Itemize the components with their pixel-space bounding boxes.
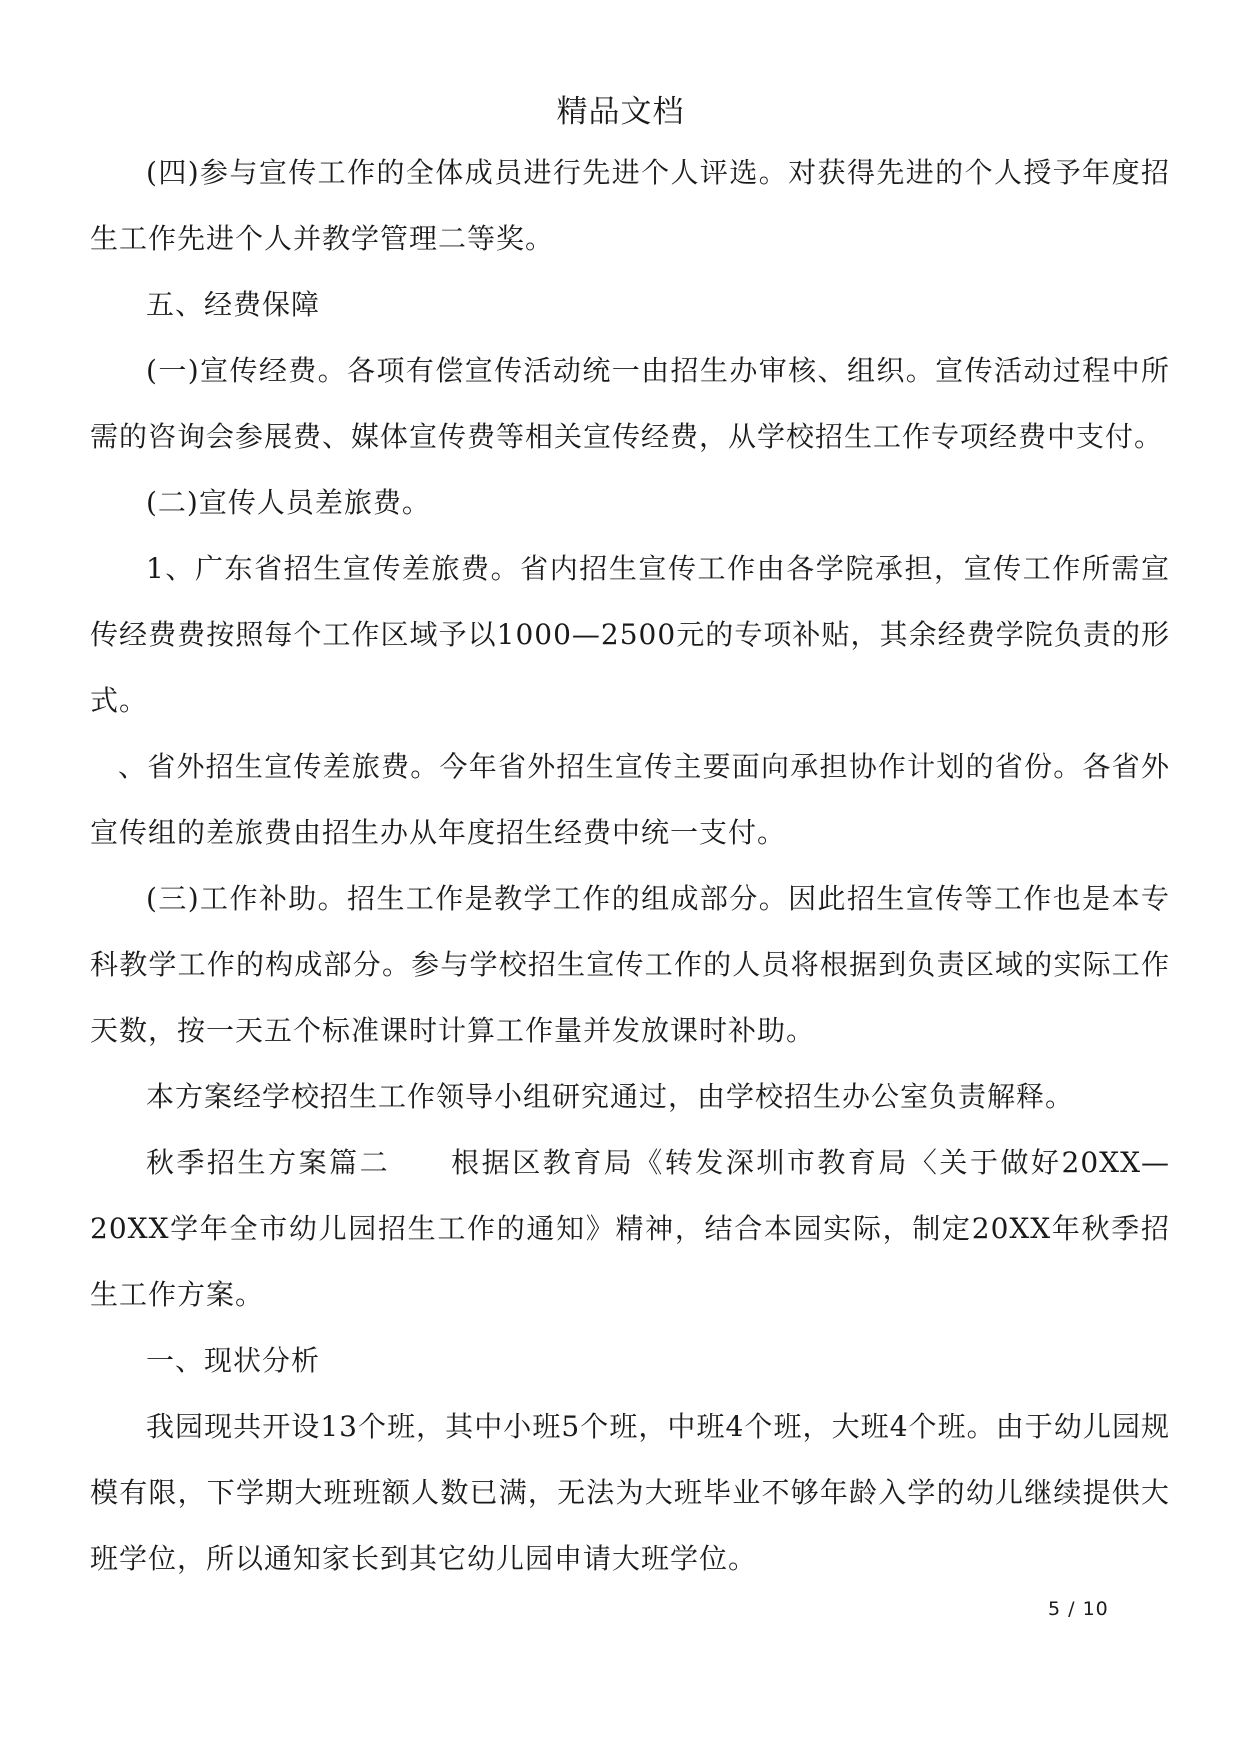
heading-status-analysis: 一、现状分析 (146, 1344, 321, 1377)
page-title: 精品文档 (556, 94, 685, 130)
paragraph-out-of-province-travel: 、省外招生宣传差旅费。今年省外招生宣传主要面向承担协作计划的省份。各省外宣传组的差旅费由招生办从年度招生经费中统一支付。 (90, 750, 1170, 849)
paragraph-class-status: 我园现共开设13个班，其中小班5个班，中班4个班，大班4个班。由于幼儿园规模有限，下学期大班班额人数已满，无法为大班毕业不够年龄入学的幼儿继续提供大班学位，所以通知家长到其它幼儿园申请大班学位。 (90, 1410, 1170, 1575)
paragraph-autumn-plan-two: 秋季招生方案篇二 根据区教育局《转发深圳市教育局〈关于做好20XX—20XX学年全市幼儿园招生工作的通知》精神，结合本园实际，制定20XX年秋季招生工作方案。 (90, 1146, 1170, 1311)
page-number: 5 / 10 (1048, 1598, 1109, 1620)
paragraph-interpretation: 本方案经学校招生工作领导小组研究通过，由学校招生办公室负责解释。 (146, 1080, 1075, 1113)
heading-funding-guarantee: 五、经费保障 (146, 288, 321, 321)
paragraph-guangdong-travel: 1、广东省招生宣传差旅费。省内招生宣传工作由各学院承担，宣传工作所需宣传经费费按照每个工作区域予以1000—2500元的专项补贴，其余经费学院负责的形式。 (90, 552, 1170, 717)
paragraph-publicity-funding: (一)宣传经费。各项有偿宣传活动统一由招生办审核、组织。宣传活动过程中所需的咨询会参展费、媒体宣传费等相关宣传经费，从学校招生工作专项经费中支付。 (90, 354, 1170, 453)
paragraph-travel-expenses: (二)宣传人员差旅费。 (146, 486, 431, 519)
paragraph-work-subsidy: (三)工作补助。招生工作是教学工作的组成部分。因此招生宣传等工作也是本专科教学工作的构成部分。参与学校招生宣传工作的人员将根据到负责区域的实际工作天数，按一天五个标准课时计算工作量并发放课时补助。 (90, 882, 1170, 1047)
paragraph-advanced-individual-award: (四)参与宣传工作的全体成员进行先进个人评选。对获得先进的个人授予年度招生工作先进个人并教学管理二等奖。 (90, 156, 1170, 255)
document-body (90, 140, 1170, 1592)
